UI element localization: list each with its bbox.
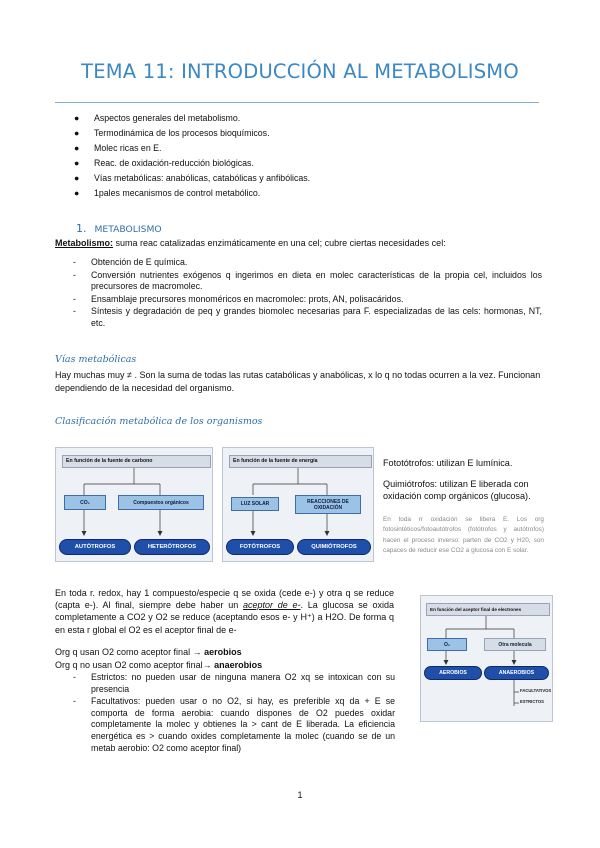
list-item: ● Reac. de oxidación-reducción biológicas.	[63, 156, 533, 171]
list-item: ● Aspectos generales del metabolismo.	[63, 111, 533, 126]
redox-paragraph: En toda r. redox, hay 1 compuesto/especie q se oxida (cede e-) y otra q se reduce (capta e-). Al final, siempre debe haber un aceptor de e-. La glucosa se oxida completamente a CO2 y O2 se reduce (aceptando esos e- y H⁺) a H2O. De forma q en esta r global el O2 es el aceptor final de e-	[55, 588, 394, 635]
estrictos-label: ESTRICTOS	[520, 699, 544, 704]
diagram-electron-acceptor	[420, 595, 553, 722]
diagram-box-luz-solar: LUZ SOLAR	[231, 497, 279, 511]
diagram-box-oxidacion: REACCIONES DE OXIDACIÓN	[295, 495, 361, 514]
quimiotrofos-note: Quimiótrofos: utilizan E liberada con oxidación comp orgánicos (glucosa).	[383, 479, 531, 501]
list-item: ● 1pales mecanismos de control metabólico.	[63, 186, 533, 201]
diagram-header: En función de la fuente de energía	[229, 455, 372, 468]
page-title: TEMA 11: INTRODUCCIÓN AL METABOLISMO	[81, 60, 519, 83]
fototrofos-note: Fototótrofos: utilizan E lumínica.	[383, 458, 513, 468]
list-item: - Obtención de E química.	[73, 257, 188, 267]
section-heading-metabolismo: 1. METABOLISMO	[76, 222, 162, 235]
list-item: - Estrictos: no pueden usar de ninguna manera O2 xq se intoxican con su presencia	[73, 672, 395, 694]
diagram-box-otra-molecula: Otra molecula	[484, 638, 546, 651]
title-divider	[55, 102, 539, 103]
list-item: - Ensamblaje precursores monoméricos en macromolec: prots, AN, polisacáridos.	[73, 293, 404, 304]
list-item: - Facultativos: pueden usar o no O2, si hay, es preferible xq da + E se comporta de forma aerobia: cuando dispones de O2 puedes oxidar completamente la molec y obtienes la > cant de E liberada. La eficiencia energética es > cuando oxides completamente la molec (cuando se de un metab aerobio: O2 como aceptor final)	[73, 696, 395, 753]
metabolism-definition: Metabolismo: suma reac catalizadas enzimáticamente en una cel; cubre ciertas necesidades cel:	[55, 238, 446, 248]
needs-list	[60, 257, 542, 331]
list-item: ● Termodinámica de los procesos bioquímicos.	[63, 126, 533, 141]
diagram-box-o2: O₂	[427, 638, 467, 651]
intro-list	[63, 111, 533, 200]
anaerobios-line: Org q no usan O2 como aceptor final→ anaerobios	[55, 660, 263, 670]
bullet-icon: ●	[74, 172, 80, 183]
diagram-carbon-source	[55, 447, 213, 562]
diagram-header: En función del aceptor final de electrones	[426, 603, 550, 616]
diagram-header: En función de la fuente de carbono	[62, 455, 211, 468]
autotrofos-label: AUTÓTROFOS	[59, 539, 131, 555]
aerobios-label: AEROBIOS	[424, 666, 482, 680]
heterotrofos-label: HETERÓTROFOS	[134, 539, 210, 555]
diagram-energy-source	[222, 447, 374, 562]
bullet-icon: ●	[74, 142, 80, 153]
bullet-icon: ●	[74, 113, 80, 123]
aerobios-line: Org q usan O2 como aceptor final → aerobios	[55, 647, 242, 657]
list-item: ● Molec ricas en E.	[63, 141, 533, 156]
list-item: - Síntesis y degradación de peq y grandes biomolec necesarias para F. especializadas de las cels: hormonas, NT, etc.	[73, 306, 542, 328]
vias-text: Hay muchas muy ≠ . Son la suma de todas las rutas catabólicas y anabólicas, x lo q no todas ocurren a la vez. Funcionan dependiendo de la necesidad del organismo.	[55, 370, 541, 393]
clasificacion-heading: Clasificación metabólica de los organismos	[55, 416, 263, 427]
facultativos-label: FACULTATIVOS	[520, 688, 552, 693]
bullet-icon: ●	[74, 187, 80, 198]
vias-heading: Vías metabólicas	[55, 354, 137, 365]
oxidation-gray-note: En toda rr oxidación se libera E. Los org fotosintéticos/fotoautótrofos (fotótrofos y autótrofos) hacen el proceso inverso: parten de CO2 y H20, son capaces de reducir ese CO2 a glucosa con E solar.	[383, 516, 544, 555]
bullet-icon: ●	[74, 157, 80, 168]
diagram-box-co2: CO₂	[64, 495, 106, 510]
bullet-icon: ●	[74, 127, 80, 138]
quimiotrofos-label: QUIMIÓTROFOS	[297, 539, 371, 555]
anaerobios-types-list	[60, 672, 395, 755]
page-number: 1	[297, 790, 303, 800]
list-item: - Conversión nutrientes exógenos q ingerimos en dieta en molec características de la propia cel, incluidos los precursores de macromolec.	[73, 269, 542, 292]
list-item: ● Vías metabólicas: anabólicas, catabólicas y anfibólicas.	[63, 171, 533, 186]
diagram-box-organic: Compuestos orgánicos	[118, 495, 204, 510]
fototrofos-label: FOTÓTROFOS	[226, 539, 294, 555]
anaerobios-label: ANAEROBIOS	[484, 666, 549, 680]
